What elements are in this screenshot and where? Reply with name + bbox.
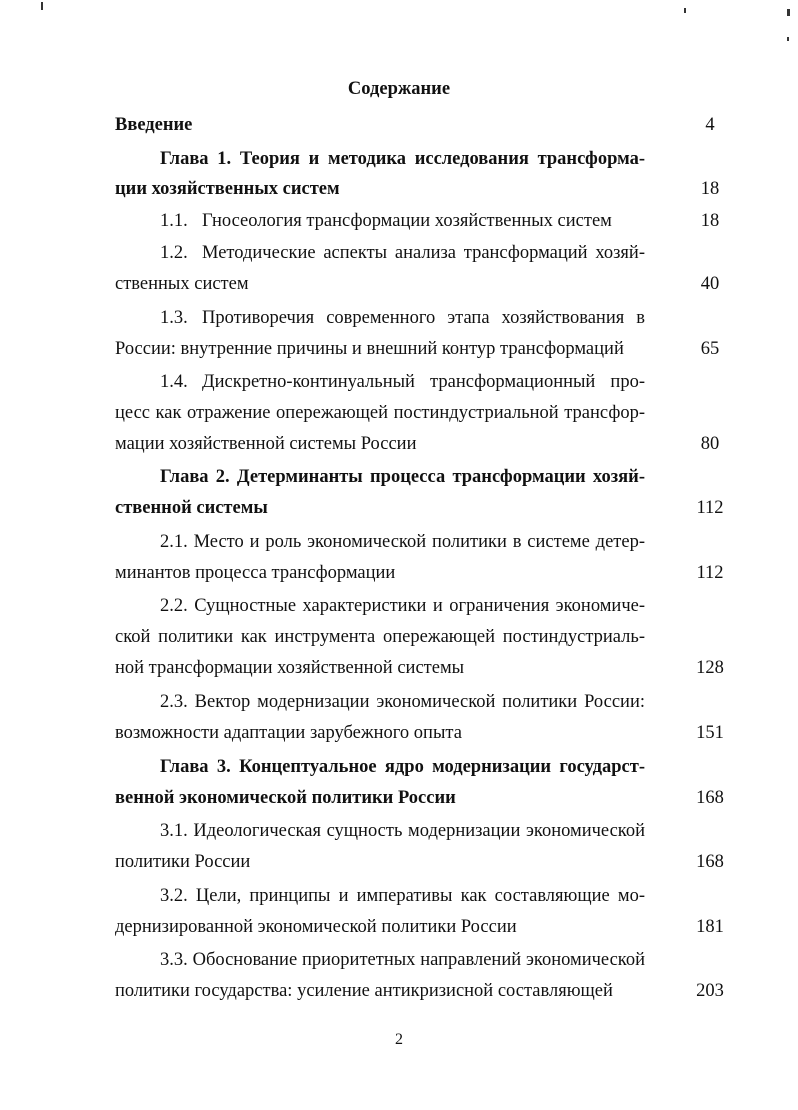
toc-line: [115, 625, 645, 649]
scan-speck: [787, 9, 790, 16]
toc-page-number: 168: [696, 788, 724, 808]
toc-line: [115, 561, 645, 585]
toc-line-text: ственных систем: [115, 274, 249, 294]
toc-line-text: 2.2. Сущностные характеристики и ограничения экономиче-: [160, 596, 645, 616]
toc-line: [115, 272, 645, 296]
toc-page-number: 65: [700, 339, 720, 359]
toc-line: [115, 850, 645, 874]
toc-line-text: ной трансформации хозяйственной системы: [115, 658, 465, 678]
scan-speck: [684, 8, 686, 13]
toc-line: [115, 209, 645, 233]
toc-line: [115, 113, 645, 137]
toc-section-number: 1.3.: [160, 308, 188, 328]
page-number: 2: [395, 1031, 403, 1048]
toc-line: [115, 915, 645, 939]
toc-line-text: 3.3. Обоснование приоритетных направлений экономической: [160, 950, 645, 970]
toc-line: [115, 530, 645, 554]
toc-line-text: дернизированной экономической политики России: [115, 917, 517, 937]
toc-line: [115, 306, 645, 330]
toc-line-text: Глава 2. Детерминанты процесса трансформации хозяй-: [160, 467, 645, 487]
toc-page-number: 128: [696, 658, 724, 678]
toc-line-text: ской политики как инструмента опережающей постиндустриаль-: [115, 627, 645, 647]
toc-line-text: Дискретно-континуальный трансформационный про-: [202, 372, 645, 392]
toc-line: [115, 496, 645, 520]
toc-line-text: Глава 3. Концептуальное ядро модернизации государст-: [160, 757, 645, 777]
toc-line-text: минантов процесса трансформации: [115, 563, 396, 583]
toc-line: [115, 819, 645, 843]
toc-section-number: 1.4.: [160, 372, 188, 392]
toc-line-text: 2.1. Место и роль экономической политики в системе детер-: [160, 532, 645, 552]
toc-page-number: 18: [700, 179, 720, 199]
toc-line-text: ции хозяйственных систем: [115, 179, 340, 199]
page-title: Содержание: [347, 79, 451, 99]
toc-line: [115, 177, 645, 201]
toc-line-text: 3.1. Идеологическая сущность модернизации экономической: [160, 821, 645, 841]
toc-line-text: 3.2. Цели, принципы и императивы как составляющие мо-: [160, 886, 645, 906]
toc-line: [115, 594, 645, 618]
toc-section-number: 1.2.: [160, 243, 188, 263]
toc-page-number: 181: [696, 917, 724, 937]
toc-line-text: цесс как отражение опережающей постиндустриальной трансфор-: [115, 403, 645, 423]
toc-line-text: венной экономической политики России: [115, 788, 456, 808]
toc-section-number: 1.1.: [160, 211, 188, 231]
toc-page-number: 112: [696, 563, 724, 583]
toc-line-text: мации хозяйственной системы России: [115, 434, 417, 454]
toc-line: [115, 370, 645, 394]
toc-line: [115, 721, 645, 745]
toc-line-text: 2.3. Вектор модернизации экономической политики России:: [160, 692, 645, 712]
toc-line: [115, 884, 645, 908]
toc-line: [115, 147, 645, 171]
scan-speck: [41, 2, 43, 10]
toc-line-text: Введение: [115, 115, 193, 135]
toc-line: [115, 786, 645, 810]
toc-page-number: 18: [700, 211, 720, 231]
toc-line-text: ственной системы: [115, 498, 268, 518]
toc-page-number: 4: [705, 115, 715, 135]
toc-page-number: 40: [700, 274, 720, 294]
toc-page-number: 168: [696, 852, 724, 872]
toc-line: [115, 241, 645, 265]
toc-line: [115, 948, 645, 972]
toc-page-number: 203: [696, 981, 724, 1001]
toc-page-number: 112: [696, 498, 724, 518]
toc-line-text: политики России: [115, 852, 251, 872]
toc-line-text: Глава 1. Теория и методика исследования трансформа-: [160, 149, 645, 169]
toc-line-text: политики государства: усиление антикризисной составляющей: [115, 981, 613, 1001]
toc-line: [115, 979, 645, 1003]
toc-line: [115, 690, 645, 714]
toc-line: [115, 401, 645, 425]
toc-line: [115, 656, 645, 680]
toc-line-text: России: внутренние причины и внешний контур трансформаций: [115, 339, 624, 359]
toc-line-text: Противоречия современного этапа хозяйствования в: [202, 308, 645, 328]
toc-page-number: 151: [696, 723, 724, 743]
toc-line: [115, 755, 645, 779]
toc-line-text: Гносеология трансформации хозяйственных систем: [202, 211, 612, 231]
toc-page-number: 80: [700, 434, 720, 454]
toc-line-text: возможности адаптации зарубежного опыта: [115, 723, 462, 743]
toc-line-text: Методические аспекты анализа трансформаций хозяй-: [202, 243, 645, 263]
toc-line: [115, 465, 645, 489]
toc-line: [115, 432, 645, 456]
scan-speck: [787, 37, 789, 41]
toc-line: [115, 337, 645, 361]
